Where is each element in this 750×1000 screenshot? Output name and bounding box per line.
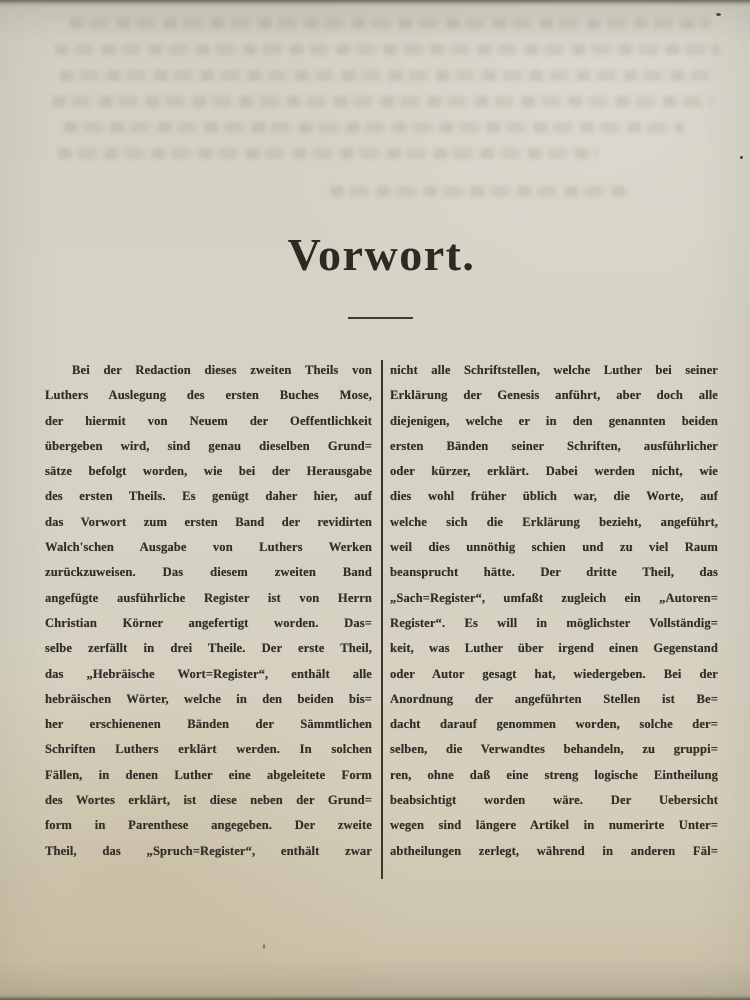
text-line: „Sach=Register“, umfaßt zugleich ein „Autoren= xyxy=(390,590,718,605)
text-line: Bei der Redaction dieses zweiten Theils von xyxy=(72,363,372,377)
text-line: ren, ohne daß eine streng logische Eintheilung xyxy=(390,767,718,782)
text-line: das Vorwort zum ersten Band der revidirten xyxy=(45,514,372,529)
page-bottom-edge-shadow xyxy=(0,994,750,1000)
text-line: übergeben wird, sind genau dieselben Grund= xyxy=(45,438,372,453)
text-line: Theil, das „Spruch=Register“, enthält zwar xyxy=(45,843,372,858)
text-line: angefügte ausführliche Register ist von Herrn xyxy=(45,590,372,605)
text-line: beansprucht hätte. Der dritte Theil, das xyxy=(390,565,718,580)
text-line: wegen sind längere Artikel in numerirte Unter= xyxy=(390,818,718,833)
text-line: Fällen, in denen Luther eine abgeleitete Form xyxy=(45,767,372,782)
text-line: dacht darauf genommen worden, solche der= xyxy=(390,717,718,732)
text-line: Register“. Es will in möglichster Vollständig= xyxy=(390,615,718,630)
column-divider-rule xyxy=(381,360,383,879)
text-line: her erschienenen Bänden der Sämmtlichen xyxy=(45,717,372,732)
text-line: sätze befolgt worden, wie bei der Herausgabe xyxy=(45,464,372,479)
text-line: nicht alle Schriftstellen, welche Luther bei seiner xyxy=(390,363,718,377)
left-text-column xyxy=(45,358,372,864)
two-column-text-block xyxy=(45,358,718,879)
page-title: Vorwort. xyxy=(287,229,476,280)
text-line: weil dies unnöthig schien und zu viel Raum xyxy=(390,540,718,555)
paper-speck xyxy=(263,944,265,949)
text-line: abtheilungen zerlegt, während in anderen Fäl= xyxy=(390,843,718,858)
text-line: das „Hebräische Wort=Register“, enthält alle xyxy=(45,666,372,681)
text-line: beabsichtigt worden wäre. Der Uebersicht xyxy=(390,793,718,808)
text-line: Luthers Auslegung des ersten Buches Mose, xyxy=(45,388,372,403)
text-line: diejenigen, welche er in den genannten beiden xyxy=(390,413,718,428)
title-divider-rule xyxy=(348,317,413,319)
page-top-edge-shadow xyxy=(0,0,750,7)
text-line: des ersten Theils. Es genügt daher hier, auf xyxy=(45,489,372,504)
text-line: oder Autor gesagt hat, wiedergeben. Bei der xyxy=(390,666,718,681)
text-line: oder kürzer, erklärt. Dabei werden nicht, wie xyxy=(390,464,718,479)
text-line: ersten Bänden seiner Schriften, ausführlicher xyxy=(390,438,718,453)
text-line: welche sich die Erklärung bezieht, angeführt, xyxy=(390,514,718,529)
text-line: form in Parenthese angegeben. Der zweite xyxy=(45,818,372,833)
text-line: Christian Körner angefertigt worden. Das= xyxy=(45,615,372,630)
text-line: Walch'schen Ausgabe von Luthers Werken xyxy=(45,540,372,555)
text-line: Erklärung der Genesis anführt, aber doch alle xyxy=(390,388,718,403)
text-line: zurückzuweisen. Das diesem zweiten Band xyxy=(45,565,372,580)
text-line: des Wortes erklärt, ist diese neben der Grund= xyxy=(45,793,372,808)
text-line: dies wohl früher üblich war, die Worte, auf xyxy=(390,489,718,504)
text-line: selben, die Verwandtes behandeln, zu gruppi= xyxy=(390,742,718,757)
text-line: Anordnung der angeführten Stellen ist Be= xyxy=(390,691,718,706)
text-line: hebräischen Wörter, welche in den beiden bis= xyxy=(45,691,372,706)
paper-speck xyxy=(716,13,721,16)
text-line: selbe zerfällt in drei Theile. Der erste Theil, xyxy=(45,641,372,656)
text-line: der hiermit von Neuem der Oeffentlichkeit xyxy=(45,413,372,428)
text-line: keit, was Luther über irgend einen Gegenstand xyxy=(390,641,718,656)
right-text-column xyxy=(390,358,718,864)
text-line: Schriften Luthers erklärt werden. In solchen xyxy=(45,742,372,757)
paper-speck xyxy=(740,156,743,159)
